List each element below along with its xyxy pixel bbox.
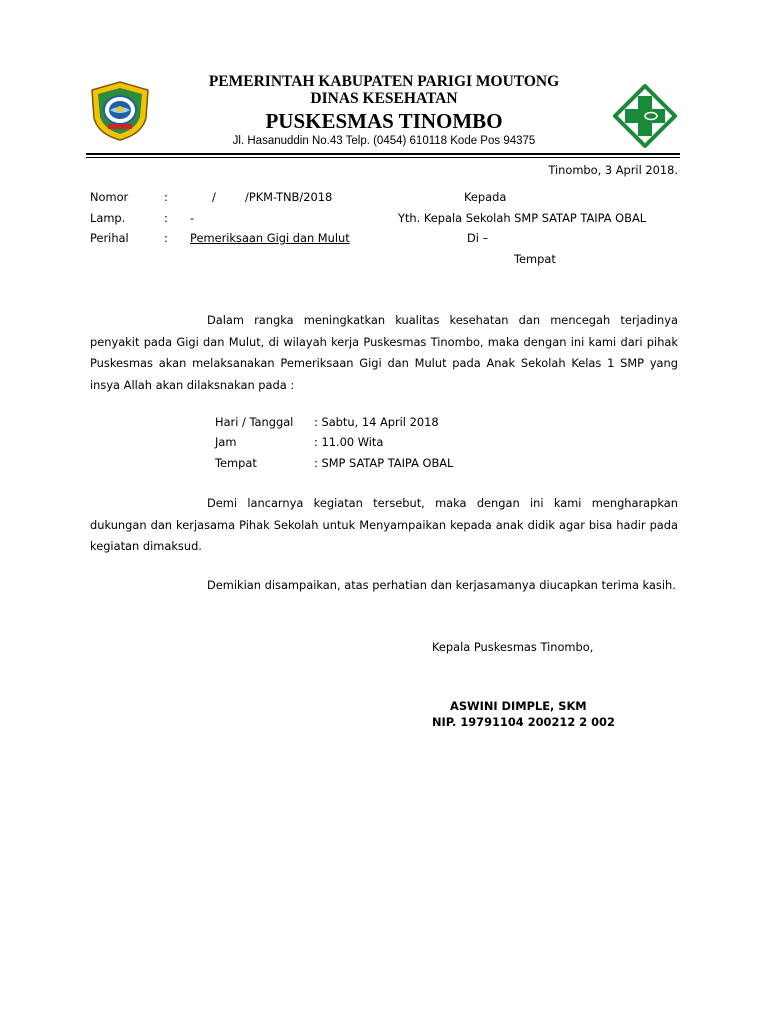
letter-date: Tinombo, 3 April 2018. xyxy=(548,163,678,177)
perihal-separator: : xyxy=(164,231,168,245)
letterhead-address: Jl. Hasanuddin No.43 Telp. (0454) 610118 Kode Pos 94375 xyxy=(232,135,536,147)
letterhead-institution: PUSKESMAS TINOMBO xyxy=(265,109,503,133)
nomor-slash: / xyxy=(212,190,216,204)
recipient-yth: Yth. Kepala Sekolah SMP SATAP TAIPA OBAL xyxy=(398,211,647,225)
signature-title: Kepala Puskesmas Tinombo, xyxy=(432,640,594,654)
schedule-value-day: : Sabtu, 14 April 2018 xyxy=(314,415,439,429)
body-paragraph-2: Demi lancarnya kegiatan tersebut, maka dengan ini kami mengharapkan dukungan dan kerjasama Pihak Sekolah untuk Menyampaikan kepada anak didik agar bisa hadir pada kegiatan dimaksud. xyxy=(90,496,678,553)
perihal-label: Perihal xyxy=(90,231,129,245)
recipient-tempat: Tempat xyxy=(514,252,556,266)
schedule-label-day: Hari / Tanggal xyxy=(215,415,294,429)
schedule-value-place: : SMP SATAP TAIPA OBAL xyxy=(314,456,454,470)
nomor-value: /PKM-TNB/2018 xyxy=(245,190,333,204)
schedule-label-place: Tempat xyxy=(215,456,257,470)
lamp-separator: : xyxy=(164,211,168,225)
recipient-di: Di – xyxy=(467,231,489,245)
recipient-kepada: Kepada xyxy=(464,190,507,204)
letterhead-government: PEMERINTAH KABUPATEN PARIGI MOUTONG xyxy=(208,73,560,90)
nomor-label: Nomor xyxy=(90,190,129,204)
body-paragraph-3: Demikian disampaikan, atas perhatian dan kerjasamanya diucapkan terima kasih. xyxy=(207,578,676,592)
nomor-separator: : xyxy=(164,190,168,204)
schedule-label-time: Jam xyxy=(215,435,237,449)
body-paragraph-1: Dalam rangka meningkatkan kualitas kesehatan dan mencegah terjadinya penyakit pada Gigi dan Mulut, di wilayah kerja Puskesmas Tinombo, maka dengan ini kami dari pihak Puskesmas akan melaksanakan Pemeriksaan Gigi dan Mulut pada Anak Sekolah Kelas 1 SMP yang insya Allah akan dilaksnakan pada : xyxy=(90,313,678,392)
letterhead-rule-thin xyxy=(86,157,680,158)
lamp-label: Lamp. xyxy=(90,211,126,225)
perihal-value: Pemeriksaan Gigi dan Mulut xyxy=(190,231,350,245)
signature-name: ASWINI DIMPLE, SKM xyxy=(450,699,587,713)
letterhead-rule-thick xyxy=(86,153,680,155)
letterhead-department: DINAS KESEHATAN xyxy=(310,90,458,107)
schedule-value-time: : 11.00 Wita xyxy=(314,435,384,449)
signature-nip: NIP. 19791104 200212 2 002 xyxy=(432,715,615,729)
lamp-value: - xyxy=(190,211,195,225)
